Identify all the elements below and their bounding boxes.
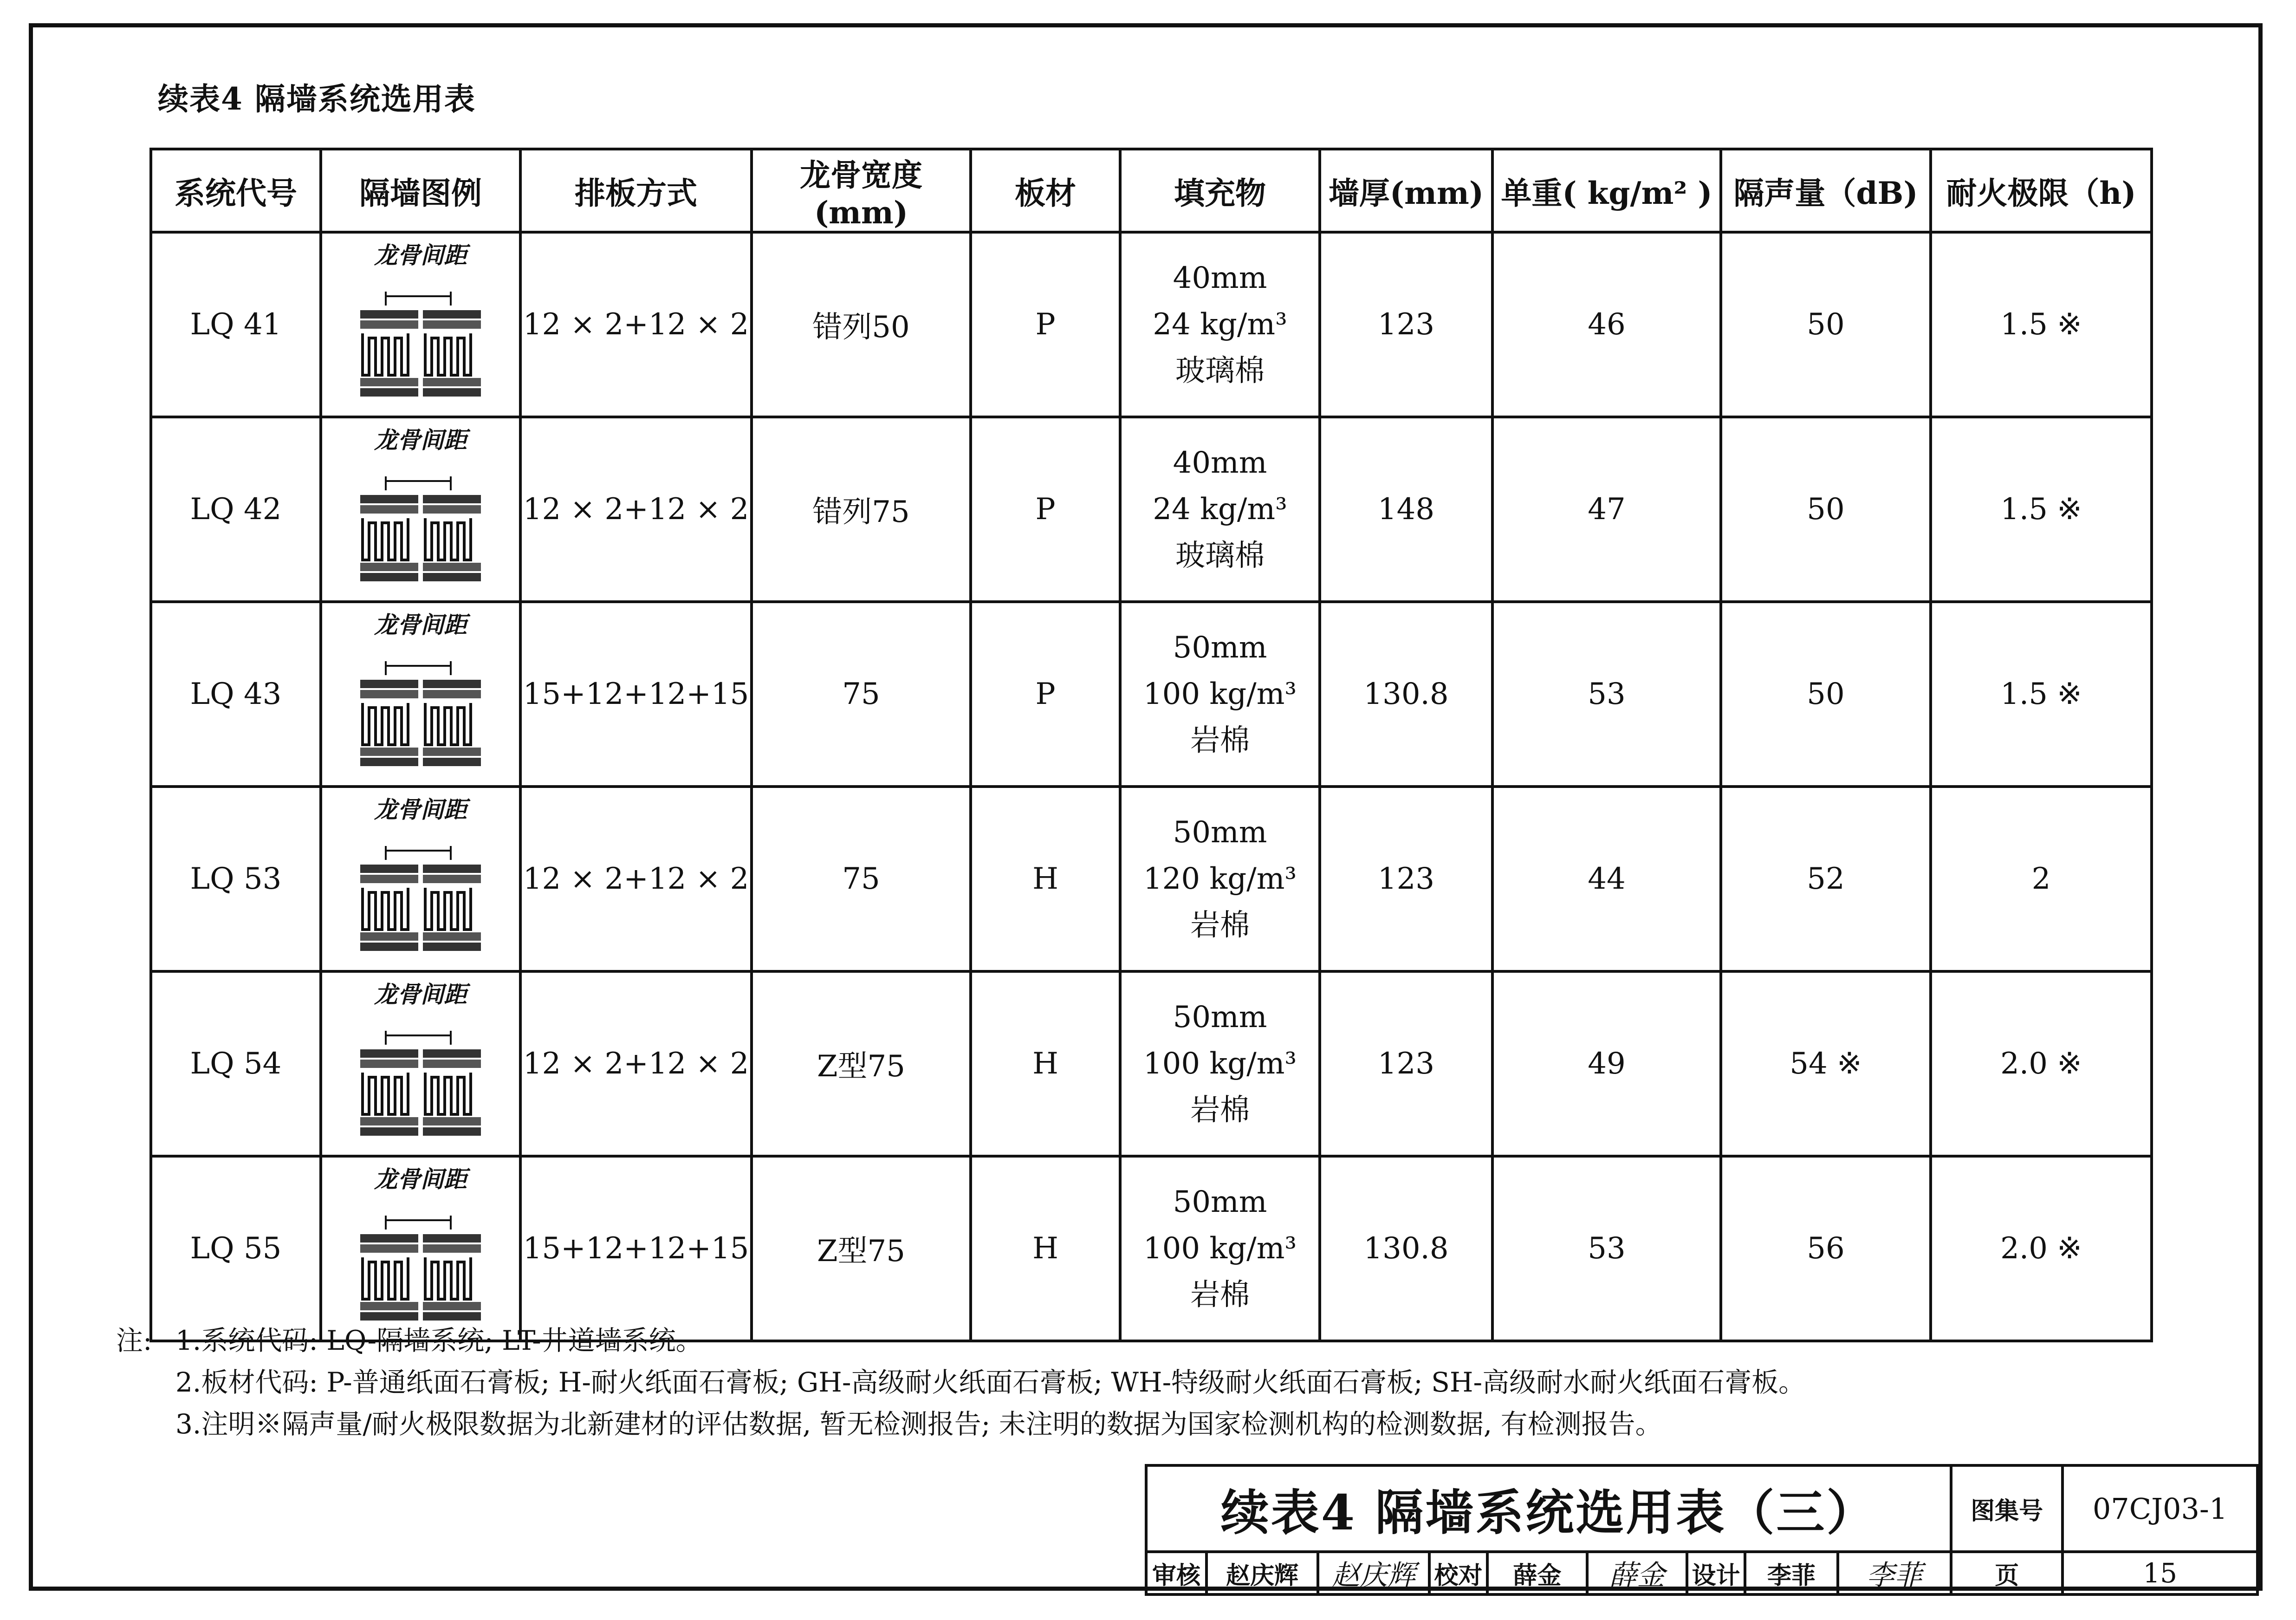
system-code-cell: LQ 53 — [151, 787, 321, 971]
stud-width-cell: Z型75 — [752, 1156, 971, 1341]
table-row — [151, 971, 2152, 1156]
sound-cell: 50 — [1721, 232, 1931, 417]
fill-line: 24 kg/m³ — [1153, 307, 1287, 342]
legend-cell — [321, 1156, 520, 1341]
note-item: 1.系统代码: LQ-隔墙系统; LT-井道墙系统。 — [175, 1325, 703, 1356]
checker-signature: 薛金 — [1587, 1552, 1687, 1594]
layout-cell: 12 × 2+12 × 2 — [520, 971, 752, 1156]
board-cell: H — [971, 1156, 1120, 1341]
partition-system-table — [149, 148, 2153, 1342]
fill-line: 24 kg/m³ — [1153, 492, 1287, 527]
fill-cell — [1120, 1156, 1320, 1341]
atlas-label: 图集号 — [1951, 1465, 2063, 1552]
col-header: 龙骨宽度(mm) — [752, 149, 971, 232]
fill-line: 玻璃棉 — [1175, 354, 1265, 388]
fill-line: 岩棉 — [1190, 908, 1250, 943]
fire-cell: 1.5 ※ — [1931, 232, 2152, 417]
table-row — [151, 232, 2152, 417]
note-item: 2.板材代码: P-普通纸面石膏板; H-耐火纸面石膏板; GH-高级耐火纸面石膏板; WH-特级耐火纸面石膏板; SH-高级耐水耐火纸面石膏板。 — [175, 1366, 1806, 1398]
legend-cell — [321, 602, 520, 787]
partition-legend-icon — [353, 273, 488, 412]
checker-name: 薛金 — [1487, 1552, 1587, 1594]
col-header: 隔墙图例 — [321, 149, 520, 232]
fill-cell — [1120, 971, 1320, 1156]
page-number: 15 — [2063, 1552, 2257, 1594]
table-row — [151, 1156, 2152, 1341]
layout-cell: 15+12+12+15 — [520, 602, 752, 787]
fill-line: 50mm — [1173, 631, 1267, 665]
col-header: 耐火极限（h) — [1931, 149, 2152, 232]
note-item: 3.注明※隔声量/耐火极限数据为北新建材的评估数据, 暂无检测报告; 未注明的数据为国家检测机构的检测数据, 有检测报告。 — [175, 1408, 1662, 1440]
stud-width-cell: 错列50 — [752, 232, 971, 417]
col-header: 隔声量（dB) — [1721, 149, 1931, 232]
table-row — [151, 787, 2152, 971]
designer-signature: 李菲 — [1838, 1552, 1951, 1594]
weight-cell: 44 — [1492, 787, 1721, 971]
legend-cell — [321, 417, 520, 602]
layout-cell: 12 × 2+12 × 2 — [520, 232, 752, 417]
col-header: 填充物 — [1120, 149, 1320, 232]
legend-label: 龙骨间距 — [374, 796, 467, 823]
fill-line: 岩棉 — [1190, 723, 1250, 758]
col-header: 墙厚(mm) — [1320, 149, 1492, 232]
board-cell: P — [971, 417, 1120, 602]
thickness-cell: 130.8 — [1320, 602, 1492, 787]
board-cell: P — [971, 602, 1120, 787]
stud-width-cell: 75 — [752, 602, 971, 787]
fire-cell: 1.5 ※ — [1931, 602, 2152, 787]
design-label: 设计 — [1687, 1552, 1745, 1594]
title-block — [1145, 1464, 2259, 1596]
weight-cell: 53 — [1492, 1156, 1721, 1341]
partition-legend-icon — [353, 1197, 488, 1336]
thickness-cell: 123 — [1320, 787, 1492, 971]
weight-cell: 49 — [1492, 971, 1721, 1156]
check-label: 校对 — [1429, 1552, 1487, 1594]
fire-cell: 1.5 ※ — [1931, 417, 2152, 602]
header-row — [151, 149, 2152, 232]
notes — [116, 1320, 1805, 1445]
fire-cell: 2.0 ※ — [1931, 971, 2152, 1156]
board-cell: H — [971, 787, 1120, 971]
fill-line: 100 kg/m³ — [1143, 677, 1297, 711]
system-code-cell: LQ 41 — [151, 232, 321, 417]
thickness-cell: 123 — [1320, 232, 1492, 417]
sound-cell: 50 — [1721, 417, 1931, 602]
system-code-cell: LQ 42 — [151, 417, 321, 602]
partition-legend-icon — [353, 827, 488, 967]
sound-cell: 54 ※ — [1721, 971, 1931, 1156]
sound-cell: 52 — [1721, 787, 1931, 971]
weight-cell: 46 — [1492, 232, 1721, 417]
legend-label: 龙骨间距 — [374, 1165, 467, 1193]
fill-cell — [1120, 602, 1320, 787]
fill-line: 50mm — [1173, 1185, 1267, 1219]
fire-cell: 2 — [1931, 787, 2152, 971]
legend-label: 龙骨间距 — [374, 981, 467, 1008]
layout-cell: 12 × 2+12 × 2 — [520, 417, 752, 602]
page-label: 页 — [1951, 1552, 2063, 1594]
sound-cell: 56 — [1721, 1156, 1931, 1341]
legend-cell — [321, 971, 520, 1156]
notes-lead: 注: — [116, 1325, 152, 1356]
fill-line: 40mm — [1173, 446, 1267, 480]
thickness-cell: 148 — [1320, 417, 1492, 602]
fill-line: 120 kg/m³ — [1143, 862, 1297, 896]
fill-line: 50mm — [1173, 1000, 1267, 1034]
review-label: 审核 — [1146, 1552, 1206, 1594]
layout-cell: 15+12+12+15 — [520, 1156, 752, 1341]
partition-legend-icon — [353, 643, 488, 782]
fill-line: 40mm — [1173, 261, 1267, 295]
fill-line: 50mm — [1173, 815, 1267, 850]
reviewer-signature: 赵庆辉 — [1318, 1552, 1429, 1594]
layout-cell: 12 × 2+12 × 2 — [520, 787, 752, 971]
legend-label: 龙骨间距 — [374, 426, 467, 454]
board-cell: H — [971, 971, 1120, 1156]
legend-cell — [321, 232, 520, 417]
weight-cell: 47 — [1492, 417, 1721, 602]
sound-cell: 50 — [1721, 602, 1931, 787]
atlas-number: 07CJ03-1 — [2063, 1465, 2257, 1552]
fill-line: 100 kg/m³ — [1143, 1231, 1297, 1266]
weight-cell: 53 — [1492, 602, 1721, 787]
stud-width-cell: 75 — [752, 787, 971, 971]
col-header: 单重( kg/m² ) — [1492, 149, 1721, 232]
system-code-cell: LQ 54 — [151, 971, 321, 1156]
col-header: 板材 — [971, 149, 1120, 232]
reviewer-name: 赵庆辉 — [1206, 1552, 1318, 1594]
table-caption: 续表4 隔墙系统选用表 — [158, 81, 476, 117]
fill-line: 岩棉 — [1190, 1278, 1250, 1312]
thickness-cell: 130.8 — [1320, 1156, 1492, 1341]
fill-line: 玻璃棉 — [1175, 539, 1265, 573]
title-block-title: 续表4 隔墙系统选用表（三） — [1146, 1465, 1951, 1552]
fill-cell — [1120, 417, 1320, 602]
table-row — [151, 417, 2152, 602]
col-header: 排板方式 — [520, 149, 752, 232]
stud-width-cell: Z型75 — [752, 971, 971, 1156]
fill-line: 100 kg/m³ — [1143, 1047, 1297, 1081]
partition-legend-icon — [353, 1012, 488, 1152]
designer-name: 李菲 — [1745, 1552, 1838, 1594]
partition-legend-icon — [353, 458, 488, 597]
fill-line: 岩棉 — [1190, 1093, 1250, 1127]
table-row — [151, 602, 2152, 787]
system-code-cell: LQ 55 — [151, 1156, 321, 1341]
fill-cell — [1120, 787, 1320, 971]
board-cell: P — [971, 232, 1120, 417]
legend-label: 龙骨间距 — [374, 241, 467, 269]
stud-width-cell: 错列75 — [752, 417, 971, 602]
fire-cell: 2.0 ※ — [1931, 1156, 2152, 1341]
col-header: 系统代号 — [151, 149, 321, 232]
fill-cell — [1120, 232, 1320, 417]
thickness-cell: 123 — [1320, 971, 1492, 1156]
legend-label: 龙骨间距 — [374, 611, 467, 638]
system-code-cell: LQ 43 — [151, 602, 321, 787]
legend-cell — [321, 787, 520, 971]
